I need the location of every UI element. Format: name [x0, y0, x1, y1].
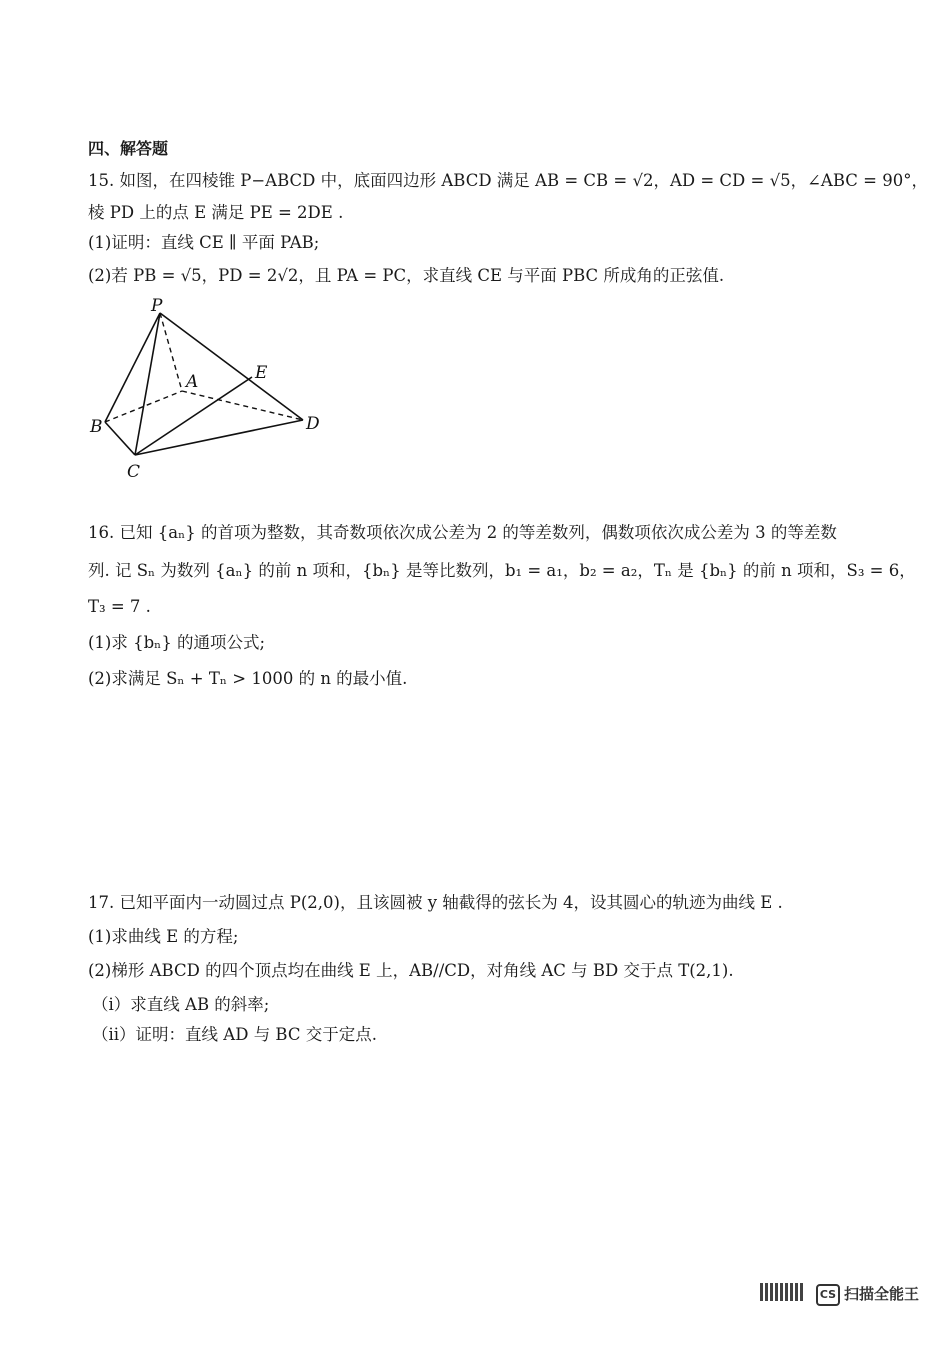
- pyramid-figure: [85, 295, 335, 485]
- q17-part1: (1)求曲线 E 的方程;: [88, 927, 239, 946]
- q17-part2: (2)梯形 ABCD 的四个顶点均在曲线 E 上，AB//CD，对角线 AC 与 BD 交于点 T(2,1).: [88, 961, 734, 980]
- q15-line1: 15. 如图，在四棱锥 P−ABCD 中，底面四边形 ABCD 满足 AB = CB = √2，AD = CD = √5，∠ABC = 90°，: [88, 171, 928, 190]
- qr-code-icon: [760, 1283, 804, 1301]
- q16-line1: 16. 已知 {aₙ} 的首项为整数，其奇数项依次成公差为 2 的等差数列，偶数项依次成公差为 3 的等差数: [88, 523, 837, 542]
- q15-line2: 棱 PD 上的点 E 满足 PE = 2DE .: [88, 203, 344, 222]
- scanner-app-name: 扫描全能王: [844, 1285, 920, 1303]
- q16-line2: 列. 记 Sₙ 为数列 {aₙ} 的前 n 项和，{bₙ} 是等比数列，b₁ = a₁，b₂ = a₂，Tₙ 是 {bₙ} 的前 n 项和，S₃ = 6，: [88, 561, 916, 580]
- q17-line1: 17. 已知平面内一动圆过点 P(2,0)，且该圆被 y 轴截得的弦长为 4，设其圆心的轨迹为曲线 E .: [88, 893, 783, 912]
- q17-sub-ii: （ii）证明：直线 AD 与 BC 交于定点.: [92, 1025, 377, 1044]
- q15-part2: (2)若 PB = √5，PD = 2√2，且 PA = PC，求直线 CE 与平面 PBC 所成角的正弦值.: [88, 266, 725, 285]
- edge-PB: [105, 313, 160, 422]
- q16-part1: (1)求 {bₙ} 的通项公式;: [88, 633, 266, 652]
- q17-sub-i: （i）求直线 AB 的斜率;: [92, 995, 270, 1014]
- label-B: B: [90, 417, 103, 437]
- label-A: A: [186, 372, 199, 392]
- label-C: C: [127, 462, 141, 482]
- edge-BC: [105, 422, 135, 455]
- q15-part1: (1)证明：直线 CE ∥ 平面 PAB;: [88, 233, 320, 252]
- label-D: D: [306, 414, 320, 434]
- camscanner-logo-icon: CS: [816, 1284, 840, 1306]
- edge-PA: [160, 313, 182, 391]
- label-E: E: [255, 363, 268, 383]
- edge-PD: [160, 313, 303, 420]
- section-title: 四、解答题: [88, 139, 169, 158]
- q16-part2: (2)求满足 Sₙ + Tₙ > 1000 的 n 的最小值.: [88, 669, 408, 688]
- edge-PC: [135, 313, 160, 455]
- label-P: P: [151, 296, 163, 316]
- q16-line3: T₃ = 7 .: [88, 597, 151, 616]
- scanner-watermark: [760, 1280, 930, 1310]
